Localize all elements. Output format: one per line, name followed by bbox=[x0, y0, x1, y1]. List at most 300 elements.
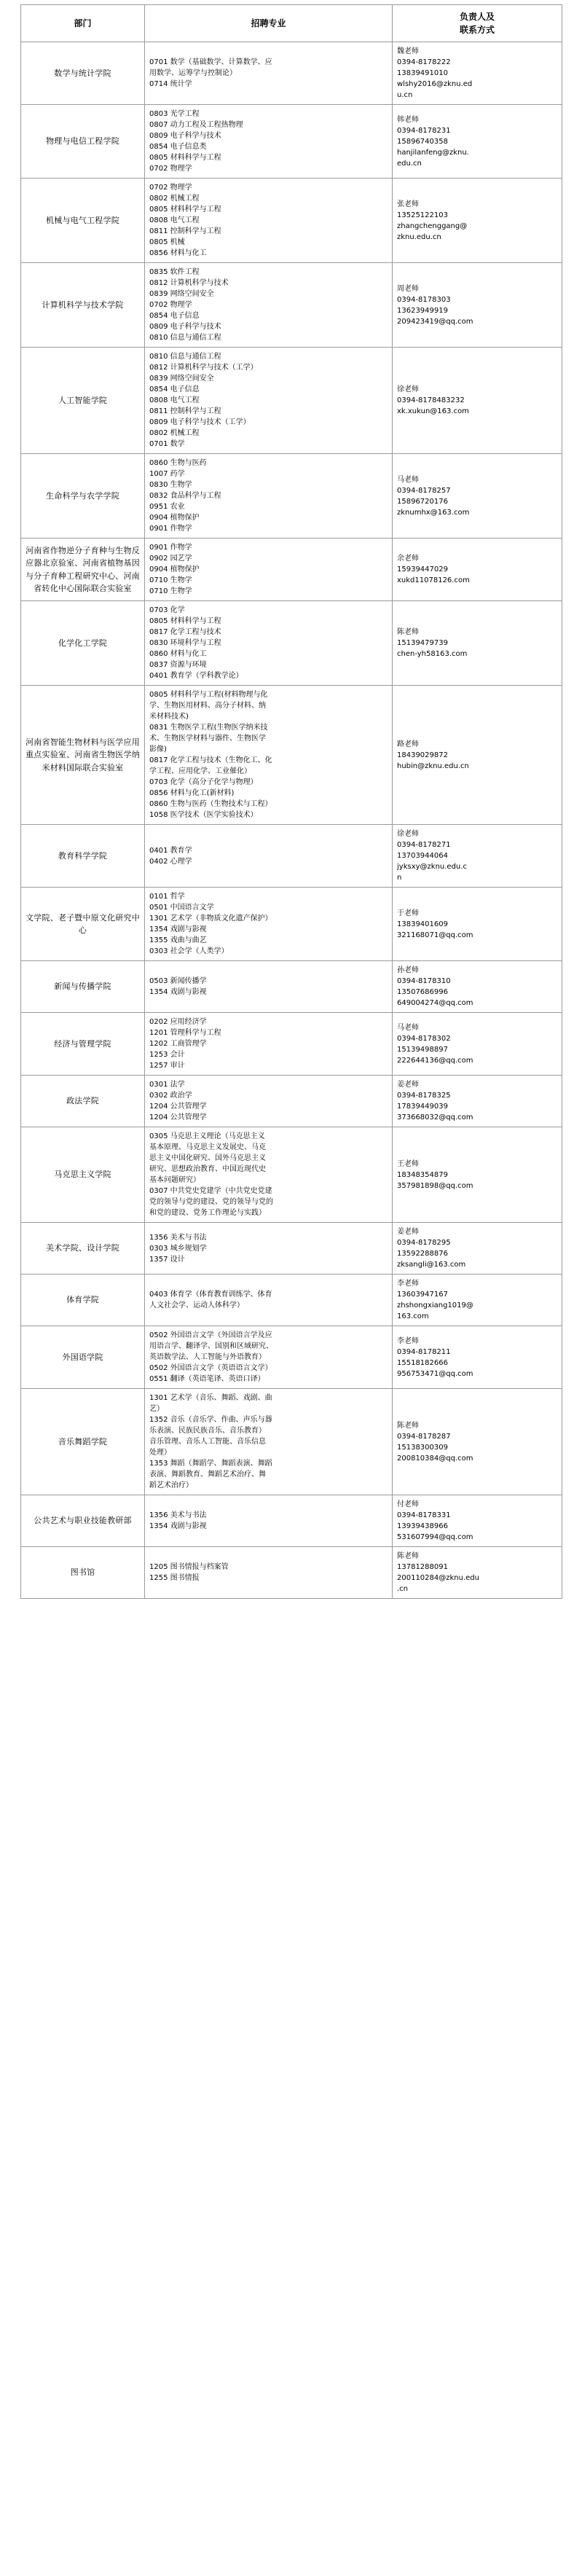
contact-line: 15896740358 bbox=[397, 137, 448, 146]
major-line: 人工智能学院 bbox=[58, 395, 108, 405]
contact-line: 陈老师 bbox=[397, 1421, 419, 1430]
major-line: 1007 药学 bbox=[149, 470, 185, 478]
cell-major bbox=[145, 1495, 393, 1547]
contact-line: u.cn bbox=[397, 91, 413, 99]
contact-line: chen-yh58163.com bbox=[397, 650, 468, 658]
major-line: 1301 艺术学（非物质文化遗产保护） bbox=[149, 915, 272, 923]
major-line: 0839 网络空间安全 bbox=[149, 375, 214, 383]
contact-line: 0394-8178231 bbox=[397, 126, 451, 135]
major-line: 0805 材料科学与工程(材料物理与化 bbox=[149, 691, 268, 699]
contact-line: 18439029872 bbox=[397, 751, 448, 759]
major-line: 图书馆 bbox=[70, 1567, 95, 1578]
contact-line: 13603947167 bbox=[397, 1291, 448, 1299]
major-line: 0839 网络空间安全 bbox=[149, 290, 214, 298]
cell-major bbox=[145, 1326, 393, 1389]
cell-contact bbox=[393, 1547, 562, 1599]
major-line: 0802 机械工程 bbox=[149, 429, 200, 437]
major-line: 影像) bbox=[149, 745, 167, 753]
major-line: 计算机科学与技术学院 bbox=[42, 300, 124, 310]
contact-line: .cn bbox=[397, 1585, 409, 1593]
major-line: 0835 软件工程 bbox=[149, 268, 200, 276]
major-line: 0904 植物保护 bbox=[149, 514, 200, 522]
contact-line: 15138300309 bbox=[397, 1443, 448, 1452]
major-line: 1356 美术与书法 bbox=[149, 1233, 207, 1242]
table-row bbox=[21, 179, 562, 263]
cell-major bbox=[145, 1389, 393, 1495]
contact-line: 222644136@qq.com bbox=[397, 1056, 473, 1065]
major-line: 0837 资源与环境 bbox=[149, 661, 207, 669]
contact-line: 路老师 bbox=[397, 740, 419, 748]
cell-contact bbox=[393, 1223, 562, 1275]
major-line: 0856 材料与化工(新材料) bbox=[149, 789, 235, 797]
table-row bbox=[21, 348, 562, 454]
cell-contact bbox=[393, 1275, 562, 1326]
contact-line: 531607994@qq.com bbox=[397, 1533, 473, 1541]
major-line: 学工程、应用化学、工业催化） bbox=[149, 767, 251, 775]
table-row bbox=[21, 454, 562, 539]
contact-line: 163.com bbox=[397, 1312, 429, 1320]
contact-line: 余老师 bbox=[397, 555, 419, 563]
major-line: 河南省智能生物材料与医学应用重点实验室、河南省生物医学纳米材料国际联合实验室 bbox=[25, 737, 140, 772]
cell-contact bbox=[393, 686, 562, 825]
cell-major bbox=[145, 1013, 393, 1076]
major-line: 0808 电气工程 bbox=[149, 396, 200, 404]
major-line: 0904 植物保护 bbox=[149, 565, 200, 573]
major-line: 1301 艺术学（音乐、舞蹈、戏剧、曲 bbox=[149, 1394, 272, 1402]
contact-line: zhangchenggang@ bbox=[397, 222, 468, 230]
major-line: 0805 材料科学与工程 bbox=[149, 205, 221, 214]
major-line: 学、生物医用材料、高分子材料、纳 bbox=[149, 702, 266, 710]
cell-department bbox=[21, 1547, 145, 1599]
cell-contact bbox=[393, 539, 562, 601]
contact-line: 付老师 bbox=[397, 1500, 419, 1508]
contact-line: 357981898@qq.com bbox=[397, 1181, 473, 1190]
contact-line: 于老师 bbox=[397, 909, 419, 917]
contact-line: xk.xukun@163.com bbox=[397, 407, 469, 415]
cell-contact bbox=[393, 1013, 562, 1076]
contact-line: 0394-8178331 bbox=[397, 1511, 451, 1519]
cell-major bbox=[145, 348, 393, 454]
cell-department bbox=[21, 888, 145, 961]
contact-line: 徐老师 bbox=[397, 830, 419, 838]
major-line: 1353 舞蹈（舞蹈学、舞蹈表演、舞蹈 bbox=[149, 1460, 272, 1468]
cell-contact bbox=[393, 1495, 562, 1547]
cell-department bbox=[21, 1495, 145, 1547]
major-line: 0854 电子信息类 bbox=[149, 143, 207, 151]
cell-major bbox=[145, 105, 393, 179]
contact-line: 15896720176 bbox=[397, 497, 448, 506]
cell-contact bbox=[393, 601, 562, 686]
contact-line: 15139498897 bbox=[397, 1045, 448, 1054]
contact-line: 18348354879 bbox=[397, 1170, 448, 1179]
cell-major bbox=[145, 601, 393, 686]
major-line: 物理与电信工程学院 bbox=[46, 136, 119, 146]
major-line: 0305 马克思主义理论（马克思主义 bbox=[149, 1132, 265, 1140]
cell-contact bbox=[393, 454, 562, 539]
table-row bbox=[21, 686, 562, 825]
major-line: 机械与电气工程学院 bbox=[46, 215, 119, 225]
contact-line: 李老师 bbox=[397, 1280, 419, 1288]
cell-major bbox=[145, 686, 393, 825]
contact-line: 649004274@qq.com bbox=[397, 999, 473, 1007]
contact-line: hubin@zknu.edu.cn bbox=[397, 762, 469, 770]
major-line: 公共艺术与职业技能教研部 bbox=[34, 1516, 132, 1526]
cell-department bbox=[21, 539, 145, 601]
major-line: 0860 生物与医药 bbox=[149, 459, 207, 467]
table-header bbox=[21, 5, 562, 42]
cell-major bbox=[145, 961, 393, 1013]
major-line: 0802 机械工程 bbox=[149, 195, 200, 203]
major-line: 0710 生物学 bbox=[149, 576, 192, 584]
major-line: 音乐舞蹈学院 bbox=[58, 1436, 108, 1446]
cell-contact bbox=[393, 42, 562, 105]
major-line: 1255 图书情报 bbox=[149, 1574, 200, 1582]
cell-department bbox=[21, 179, 145, 263]
major-line: 体育学院 bbox=[66, 1295, 99, 1305]
major-line: 1204 公共管理学 bbox=[149, 1113, 207, 1121]
contact-line: jyksxy@zknu.edu.c bbox=[397, 863, 467, 871]
major-line: 0854 电子信息 bbox=[149, 385, 200, 394]
major-line: 0805 材料科学与工程 bbox=[149, 617, 221, 625]
contact-line: zknu.edu.cn bbox=[397, 232, 441, 241]
major-line: 0502 外国语言文学（外国语言学及应 bbox=[149, 1331, 272, 1339]
major-line: 0503 新闻传播学 bbox=[149, 977, 207, 985]
contact-line: zknumhx@163.com bbox=[397, 508, 470, 517]
cell-department bbox=[21, 1127, 145, 1223]
cell-major bbox=[145, 1275, 393, 1326]
major-line: 0502 外国语言文学（英语语言文学） bbox=[149, 1364, 272, 1372]
major-line: 0810 信息与通信工程 bbox=[149, 353, 221, 361]
cell-contact bbox=[393, 1127, 562, 1223]
major-line: 河南省作物逆分子育种与生物反应器北京验室、河南省植物基因与分子育种工程研究中心、河南省转化中心国际联合实验室 bbox=[25, 546, 140, 593]
major-line: 0303 社会学（人类学） bbox=[149, 947, 229, 955]
major-line: 0714 统计学 bbox=[149, 80, 192, 88]
major-line: 用语言学、翻译学、国别和区域研究、 bbox=[149, 1342, 273, 1350]
contact-line: 13525122103 bbox=[397, 211, 448, 219]
cell-major bbox=[145, 1223, 393, 1275]
contact-line: 徐老师 bbox=[397, 385, 419, 394]
cell-department bbox=[21, 825, 145, 888]
cell-contact bbox=[393, 888, 562, 961]
major-line: 0860 材料与化工 bbox=[149, 650, 207, 658]
major-line: 思主义中国化研究、国外马克思主义 bbox=[149, 1154, 266, 1162]
table-row bbox=[21, 1013, 562, 1076]
major-line: 0702 物理学 bbox=[149, 165, 192, 173]
table-body bbox=[21, 42, 562, 1599]
major-line: 1201 管理科学与工程 bbox=[149, 1029, 221, 1037]
major-line: 基本问题研究） bbox=[149, 1176, 200, 1184]
major-line: 经济与管理学院 bbox=[54, 1038, 111, 1049]
contact-line: 马老师 bbox=[397, 475, 419, 484]
cell-contact bbox=[393, 105, 562, 179]
major-line: 1058 医学技术（医学实验技术） bbox=[149, 811, 258, 819]
major-line: 0303 城乡规划学 bbox=[149, 1244, 207, 1253]
header-line: 联系方式 bbox=[459, 25, 495, 35]
cell-department bbox=[21, 686, 145, 825]
header-line: 招聘专业 bbox=[251, 18, 286, 28]
cell-department bbox=[21, 1013, 145, 1076]
major-line: 0812 计算机科学与技术 bbox=[149, 279, 229, 287]
major-line: 0401 教育学 bbox=[149, 846, 192, 855]
contact-line: 0394-8178222 bbox=[397, 58, 451, 66]
contact-line: 13781288091 bbox=[397, 1563, 448, 1571]
major-line: 0810 信息与通信工程 bbox=[149, 334, 221, 342]
major-line: 文学院、老子暨中原文化研究中心 bbox=[25, 912, 140, 935]
major-line: 1352 音乐（音乐学、作曲、声乐与器 bbox=[149, 1416, 272, 1424]
contact-line: 0394-8178302 bbox=[397, 1034, 451, 1043]
table-row bbox=[21, 1547, 562, 1599]
major-line: 0811 控制科学与工程 bbox=[149, 407, 221, 415]
table-row bbox=[21, 961, 562, 1013]
major-line: 0809 电子科学与技术 bbox=[149, 323, 221, 331]
contact-line: 0394-8178310 bbox=[397, 977, 451, 985]
cell-department bbox=[21, 1223, 145, 1275]
major-line: 0403 体育学（体育教育训练学、体育 bbox=[149, 1291, 272, 1299]
cell-contact bbox=[393, 1076, 562, 1127]
major-line: 0805 材料科学与工程 bbox=[149, 154, 221, 162]
major-line: 1257 审计 bbox=[149, 1062, 185, 1070]
contact-line: 0394-8178483232 bbox=[397, 396, 465, 404]
contact-line: 0394-8178271 bbox=[397, 841, 451, 849]
major-line: 0202 应用经济学 bbox=[149, 1018, 207, 1026]
major-line: 0854 电子信息 bbox=[149, 312, 200, 320]
contact-line: 姜老师 bbox=[397, 1081, 419, 1089]
major-line: 0401 教育学（学科教学论） bbox=[149, 672, 243, 680]
contact-line: 956753471@qq.com bbox=[397, 1369, 473, 1378]
table-row bbox=[21, 42, 562, 105]
contact-line: 17839449039 bbox=[397, 1103, 448, 1111]
major-line: 术、生物医学材料与器件、生物医学 bbox=[149, 735, 266, 743]
major-line: 0702 物理学 bbox=[149, 184, 192, 192]
major-line: 0803 光学工程 bbox=[149, 110, 200, 118]
major-line: 1202 工商管理学 bbox=[149, 1040, 207, 1048]
major-line: 0856 材料与化工 bbox=[149, 249, 207, 257]
major-line: 0807 动力工程及工程热物理 bbox=[149, 121, 243, 129]
major-line: 0703 化学 bbox=[149, 606, 185, 614]
header-row bbox=[21, 5, 562, 42]
major-line: 0402 心理学 bbox=[149, 857, 192, 866]
major-line: 0951 农业 bbox=[149, 503, 185, 511]
contact-line: 周老师 bbox=[397, 284, 419, 293]
contact-line: 13592288876 bbox=[397, 1250, 448, 1258]
contact-line: 李老师 bbox=[397, 1336, 419, 1345]
major-line: 教育科学学院 bbox=[58, 850, 108, 861]
contact-line: 0394-8178257 bbox=[397, 486, 451, 495]
major-line: 和党的建设、党务工作理论与实践） bbox=[149, 1209, 266, 1217]
table-row bbox=[21, 1495, 562, 1547]
major-line: 处理） bbox=[149, 1449, 171, 1457]
table-row bbox=[21, 825, 562, 888]
major-line: 0809 电子科学与技术 bbox=[149, 132, 221, 140]
cell-major bbox=[145, 179, 393, 263]
cell-department bbox=[21, 263, 145, 348]
cell-department bbox=[21, 961, 145, 1013]
major-line: 1354 戏剧与影视 bbox=[149, 988, 207, 996]
cell-contact bbox=[393, 348, 562, 454]
major-line: 人文社会学、运动人体科学） bbox=[149, 1301, 244, 1309]
contact-line: 韩老师 bbox=[397, 115, 419, 124]
major-line: 1357 设计 bbox=[149, 1255, 185, 1264]
major-line: 1205 图书情报与档案管 bbox=[149, 1563, 229, 1571]
cell-major bbox=[145, 42, 393, 105]
major-line: 0551 翻译（英语笔译、英语口译） bbox=[149, 1375, 265, 1383]
table-row bbox=[21, 1223, 562, 1275]
contact-line: 13703944064 bbox=[397, 852, 448, 860]
table-row bbox=[21, 1275, 562, 1326]
major-line: 0902 园艺学 bbox=[149, 555, 192, 563]
contact-line: 0394-8178303 bbox=[397, 295, 451, 304]
major-line: 美术学院、设计学院 bbox=[46, 1243, 119, 1253]
major-line: 0830 环境科学与工程 bbox=[149, 639, 221, 647]
major-line: 0710 生物学 bbox=[149, 587, 192, 595]
table-row bbox=[21, 1076, 562, 1127]
table-row bbox=[21, 888, 562, 961]
major-line: 0901 作物学 bbox=[149, 525, 192, 533]
major-line: 表演、舞蹈教育、舞蹈艺术治疗、舞 bbox=[149, 1471, 266, 1479]
column-header-contact bbox=[393, 5, 562, 42]
cell-major bbox=[145, 1076, 393, 1127]
cell-major bbox=[145, 888, 393, 961]
cell-contact bbox=[393, 825, 562, 888]
cell-contact bbox=[393, 961, 562, 1013]
table-row bbox=[21, 1127, 562, 1223]
major-line: 政法学院 bbox=[66, 1096, 99, 1106]
major-line: 0701 数学（基础数学、计算数学、应 bbox=[149, 58, 272, 66]
major-line: 马克思主义学院 bbox=[54, 1170, 111, 1180]
cell-contact bbox=[393, 179, 562, 263]
contact-line: 15139479739 bbox=[397, 639, 448, 647]
table-row bbox=[21, 105, 562, 179]
cell-contact bbox=[393, 1326, 562, 1389]
cell-major bbox=[145, 454, 393, 539]
major-line: 研究、思想政治教育、中国近现代史 bbox=[149, 1165, 266, 1173]
major-line: 0701 数学 bbox=[149, 440, 185, 448]
table-row bbox=[21, 539, 562, 601]
contact-line: hanjilanfeng@zknu. bbox=[397, 148, 469, 157]
contact-line: n bbox=[397, 874, 402, 882]
major-line: 0501 中国语言文学 bbox=[149, 904, 214, 912]
contact-line: 0394-8178287 bbox=[397, 1432, 451, 1441]
cell-major bbox=[145, 825, 393, 888]
contact-line: 张老师 bbox=[397, 200, 419, 208]
major-line: 蹈艺术治疗） bbox=[149, 1481, 193, 1489]
table-row bbox=[21, 1389, 562, 1495]
contact-line: edu.cn bbox=[397, 159, 422, 168]
contact-line: 13839401609 bbox=[397, 920, 448, 928]
major-line: 1354 戏剧与影视 bbox=[149, 925, 207, 933]
contact-line: 魏老师 bbox=[397, 47, 419, 55]
major-line: 英语数学法、人工智能与外语教育） bbox=[149, 1353, 266, 1361]
contact-line: 200810384@qq.com bbox=[397, 1454, 473, 1463]
recruitment-table bbox=[20, 4, 562, 1599]
contact-line: 0394-8178211 bbox=[397, 1347, 451, 1356]
cell-major bbox=[145, 263, 393, 348]
contact-line: 陈老师 bbox=[397, 1552, 419, 1560]
major-line: 0830 生物学 bbox=[149, 481, 192, 489]
cell-department bbox=[21, 348, 145, 454]
major-line: 生命科学与农学学院 bbox=[46, 490, 119, 501]
major-line: 1355 戏曲与曲艺 bbox=[149, 936, 207, 944]
major-line: 0703 化学（高分子化学与物理） bbox=[149, 778, 258, 786]
cell-major bbox=[145, 539, 393, 601]
major-line: 0832 食品科学与工程 bbox=[149, 492, 221, 500]
major-line: 0301 法学 bbox=[149, 1081, 185, 1089]
cell-department bbox=[21, 1076, 145, 1127]
major-line: 0860 生物与医药（生物技术与工程） bbox=[149, 800, 272, 808]
major-line: 0302 政治学 bbox=[149, 1092, 192, 1100]
contact-line: 13623949919 bbox=[397, 306, 448, 315]
contact-line: 13507686996 bbox=[397, 988, 448, 996]
major-line: 0809 电子科学与技术（工学） bbox=[149, 418, 251, 426]
table-row bbox=[21, 601, 562, 686]
major-line: 1356 美术与书法 bbox=[149, 1511, 207, 1519]
header-line: 负责人及 bbox=[459, 12, 495, 22]
major-line: 0901 作物学 bbox=[149, 544, 192, 552]
contact-line: 0394-8178295 bbox=[397, 1239, 451, 1247]
cell-department bbox=[21, 1389, 145, 1495]
major-line: 乐表演、民族民族音乐、音乐教育） bbox=[149, 1427, 266, 1435]
contact-line: xukd11078126.com bbox=[397, 576, 470, 584]
table-row bbox=[21, 1326, 562, 1389]
major-line: 1354 戏剧与影视 bbox=[149, 1522, 207, 1530]
cell-major bbox=[145, 1127, 393, 1223]
cell-contact bbox=[393, 263, 562, 348]
major-line: 0817 化学工程与技术 bbox=[149, 628, 221, 636]
major-line: 数学与统计学院 bbox=[54, 68, 111, 78]
contact-line: 15939447029 bbox=[397, 565, 448, 573]
major-line: 1253 会计 bbox=[149, 1051, 185, 1059]
major-line: 0307 中共党史党建学（中共党史党建 bbox=[149, 1187, 272, 1195]
column-header-major bbox=[145, 5, 393, 42]
major-line: 党的领导与党的建设、党的领导与党的 bbox=[149, 1198, 273, 1206]
major-line: 0817 化学工程与技术（生物化工、化 bbox=[149, 756, 272, 764]
contact-line: 200110284@zknu.edu bbox=[397, 1574, 479, 1582]
contact-line: 王老师 bbox=[397, 1159, 419, 1168]
cell-department bbox=[21, 454, 145, 539]
cell-department bbox=[21, 1275, 145, 1326]
major-line: 用数学、运筹学与控制论） bbox=[149, 69, 237, 77]
column-header-department bbox=[21, 5, 145, 42]
major-line: 0702 物理学 bbox=[149, 301, 192, 309]
contact-line: 15518182666 bbox=[397, 1358, 448, 1367]
major-line: 米材料技术) bbox=[149, 713, 189, 721]
contact-line: zksangli@163.com bbox=[397, 1261, 466, 1269]
contact-line: 姜老师 bbox=[397, 1228, 419, 1236]
contact-line: 陈老师 bbox=[397, 628, 419, 636]
contact-line: 209423419@qq.com bbox=[397, 317, 473, 326]
major-line: 0808 电气工程 bbox=[149, 216, 200, 224]
contact-line: 373668032@qq.com bbox=[397, 1113, 473, 1121]
major-line: 1204 公共管理学 bbox=[149, 1103, 207, 1111]
contact-line: 13839491010 bbox=[397, 69, 448, 77]
major-line: 基本原理、马克思主义发展史、马克 bbox=[149, 1143, 266, 1151]
contact-line: 马老师 bbox=[397, 1023, 419, 1032]
contact-line: 321168071@qq.com bbox=[397, 931, 473, 939]
contact-line: 0394-8178325 bbox=[397, 1092, 451, 1100]
major-line: 艺） bbox=[149, 1405, 164, 1413]
contact-line: wlshy2016@zknu.ed bbox=[397, 80, 473, 88]
cell-department bbox=[21, 105, 145, 179]
cell-department bbox=[21, 1326, 145, 1389]
contact-line: 13939438966 bbox=[397, 1522, 448, 1530]
major-line: 0812 计算机科学与技术（工学） bbox=[149, 364, 258, 372]
contact-line: zhshongxiang1019@ bbox=[397, 1301, 473, 1309]
major-line: 外国语学院 bbox=[62, 1352, 103, 1362]
cell-department bbox=[21, 601, 145, 686]
major-line: 0831 生物医学工程(生物医学纳米技 bbox=[149, 724, 268, 732]
major-line: 0811 控制科学与工程 bbox=[149, 227, 221, 235]
cell-department bbox=[21, 42, 145, 105]
